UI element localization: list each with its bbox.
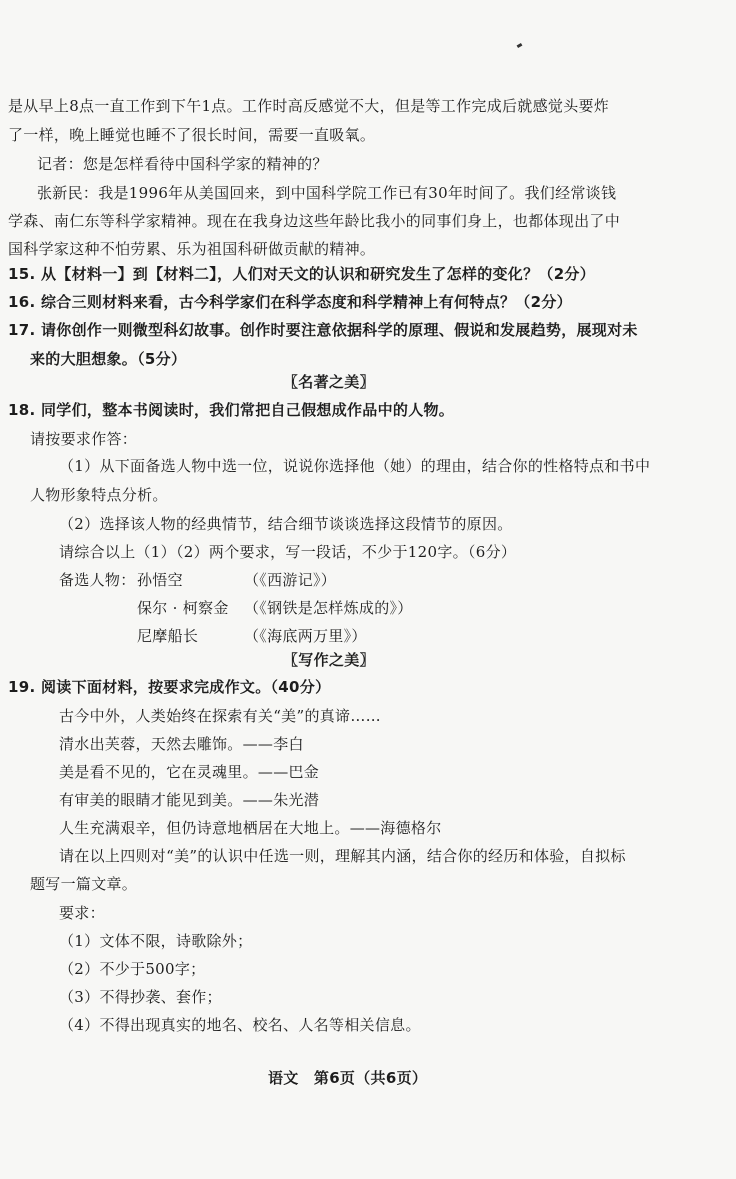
- question-18-line-6: 请综合以上（1）（2）两个要求，写一段话，不少于120字。（6分）: [59, 543, 517, 561]
- interview-line-2: 了一样，晚上睡觉也睡不了很长时间，需要一直吸氧。: [8, 126, 376, 144]
- question-18-line-1: 18. 同学们，整本书阅读时，我们常把自己假想成作品中的人物。: [8, 401, 455, 419]
- question-19-line-2: 古今中外，人类始终在探索有关“美”的真谛……: [59, 707, 381, 725]
- question-18-line-3: （1）从下面备选人物中选一位，说说你选择他（她）的理由，结合你的性格特点和书中: [59, 457, 651, 475]
- question-16: 16. 综合三则材料来看，古今科学家们在科学态度和科学精神上有何特点？（2分）: [8, 293, 572, 311]
- question-18-line-4: 人物形象特点分析。: [30, 486, 168, 504]
- question-18-line-5: （2）选择该人物的经典情节，结合细节谈谈选择这段情节的原因。: [59, 515, 513, 533]
- scan-speck: [517, 43, 523, 48]
- question-15: 15. 从【材料一】到【材料二】，人们对天文的认识和研究发生了怎样的变化？（2分）: [8, 265, 596, 283]
- candidate-book: （《海底两万里》）: [244, 627, 367, 645]
- quote-bajin: 美是看不见的，它在灵魂里。——巴金: [59, 763, 320, 781]
- question-17-line-2: 来的大胆想象。（5分）: [30, 350, 187, 368]
- interview-line-4: 张新民：我是1996年从美国回来，到中国科学院工作已有30年时间了。我们经常谈钱: [37, 184, 617, 202]
- interview-line-1: 是从早上8点一直工作到下午1点。工作时高反感觉不大，但是等工作完成后就感觉头要炸: [8, 97, 610, 115]
- requirement-item: （4）不得出现真实的地名、校名、人名等相关信息。: [59, 1016, 421, 1034]
- interview-line-3: 记者：您是怎样看待中国科学家的精神的？: [37, 155, 328, 173]
- quote-zhuguangqian: 有审美的眼睛才能见到美。——朱光潜: [59, 791, 320, 809]
- interview-line-6: 国科学家这种不怕劳累、乐为祖国科研做贡献的精神。: [8, 240, 376, 258]
- interview-line-5: 学森、南仁东等科学家精神。现在在我身边这些年龄比我小的同事们身上，也都体现出了中: [8, 212, 621, 230]
- requirement-item: （3）不得抄袭、套作；: [59, 988, 222, 1006]
- question-17-line-1: 17. 请你创作一则微型科幻故事。创作时要注意依据科学的原理、假说和发展趋势，展现对未: [8, 321, 638, 339]
- candidate-name: 尼摩船长: [137, 627, 199, 645]
- question-18-line-2: 请按要求作答：: [30, 430, 138, 448]
- requirements-label: 要求：: [59, 904, 105, 922]
- question-19-line-1: 19. 阅读下面材料，按要求完成作文。（40分）: [8, 678, 331, 696]
- quote-libai: 清水出芙蓉，天然去雕饰。——李白: [59, 735, 304, 753]
- section-writing-heading: 〖写作之美〗: [283, 651, 375, 669]
- requirement-item: （1）文体不限，诗歌除外；: [59, 932, 253, 950]
- question-19-line-3: 请在以上四则对“美”的认识中任选一则，理解其内涵，结合你的经历和体验，自拟标: [59, 847, 626, 865]
- candidate-book: （《钢铁是怎样炼成的》）: [244, 599, 413, 617]
- candidates-label: 备选人物：: [59, 571, 136, 589]
- question-19-line-4: 题写一篇文章。: [30, 875, 138, 893]
- quote-heidegger: 人生充满艰辛，但仍诗意地栖居在大地上。——海德格尔: [59, 819, 442, 837]
- section-classics-heading: 〖名著之美〗: [283, 373, 375, 391]
- candidate-name: 孙悟空: [137, 571, 183, 589]
- candidate-name: 保尔 · 柯察金: [137, 599, 229, 617]
- candidate-book: （《西游记》）: [244, 571, 337, 589]
- page-footer: 语文 第6页（共6页）: [268, 1069, 428, 1087]
- requirement-item: （2）不少于500字；: [59, 960, 206, 978]
